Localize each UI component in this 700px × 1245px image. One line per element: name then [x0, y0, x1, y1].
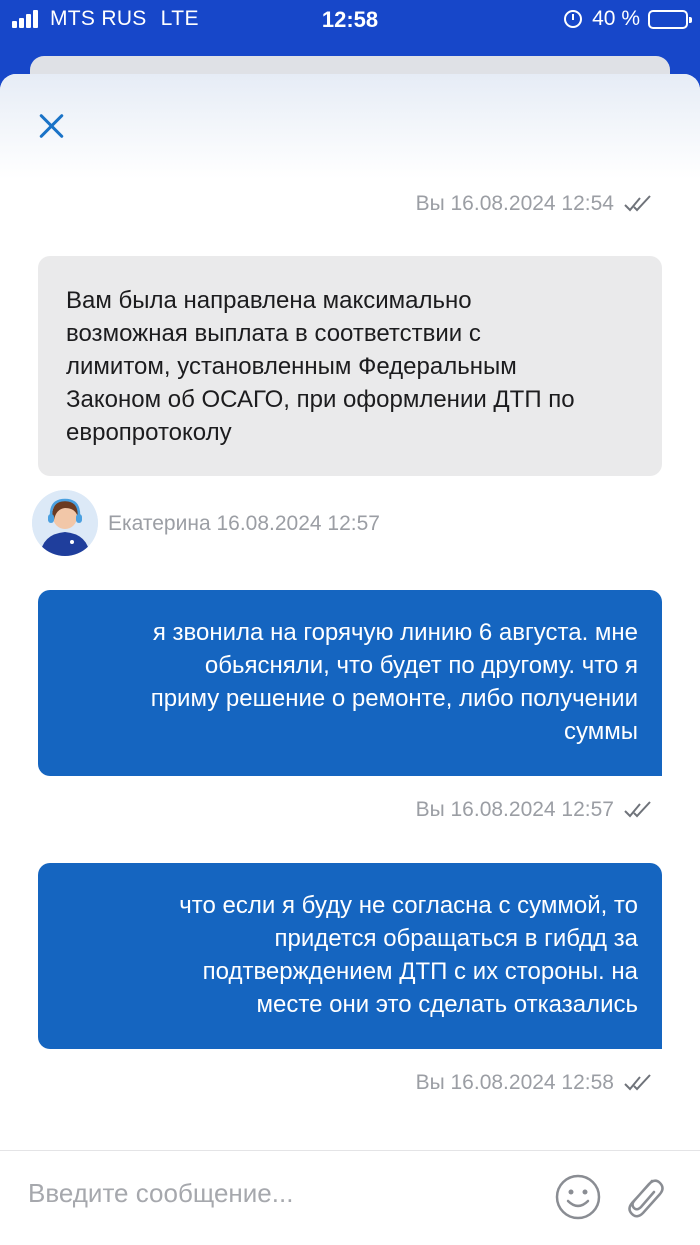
- message-line: приму решение о ремонте, либо получении: [150, 685, 638, 712]
- battery-percent: 40 %: [592, 7, 640, 30]
- agent-avatar: [32, 490, 98, 556]
- message-line: возможная выплата в соответствии с: [66, 320, 481, 347]
- message-input[interactable]: [28, 1173, 528, 1213]
- message-line: суммы: [564, 718, 638, 745]
- agent-meta-text: Екатерина 16.08.2024 12:57: [108, 512, 380, 535]
- outgoing-message: [38, 590, 662, 776]
- message-line: подтверждением ДТП с их стороны. на: [202, 958, 638, 985]
- message-line: европротоколу: [66, 419, 232, 446]
- double-check-icon: [624, 195, 654, 213]
- message-line: Законом об ОСАГО, при оформлении ДТП по: [66, 386, 575, 413]
- incoming-message: [38, 256, 662, 476]
- message-meta: [416, 192, 654, 216]
- outgoing-message: [38, 863, 662, 1049]
- carrier-name: MTS RUS: [50, 7, 147, 30]
- agent-avatar-image: [32, 490, 98, 556]
- agent-meta: [108, 512, 380, 536]
- alarm-icon: [564, 10, 582, 28]
- message-meta-text: Вы 16.08.2024 12:58: [415, 1071, 614, 1094]
- status-time: 12:58: [321, 7, 379, 32]
- message-line: я звонила на горячую линию 6 августа. мне: [152, 619, 638, 646]
- message-line: обьясняли, что будет по другому. что я: [204, 652, 638, 679]
- double-check-icon: [624, 1074, 654, 1092]
- message-meta: [416, 1071, 654, 1095]
- message-meta-text: Вы 16.08.2024 12:54: [415, 192, 614, 215]
- paperclip-icon[interactable]: [618, 1171, 668, 1223]
- message-composer: [0, 1150, 700, 1245]
- network-type: LTE: [160, 7, 200, 30]
- close-icon[interactable]: [34, 108, 70, 144]
- double-check-icon: [624, 801, 654, 819]
- message-meta-text: Вы 16.08.2024 12:57: [415, 798, 614, 821]
- message-line: лимитом, установленным Федеральным: [66, 353, 517, 380]
- message-line: придется обращаться в гибдд за: [274, 925, 638, 952]
- status-bar: [0, 0, 700, 40]
- message-line: Вам была направлена максимально: [66, 287, 472, 314]
- emoji-icon[interactable]: [554, 1173, 602, 1221]
- message-line: что если я буду не согласна с суммой, то: [179, 892, 638, 919]
- status-right: [564, 7, 688, 31]
- sheet-header: [0, 74, 700, 179]
- message-line: месте они это сделать отказались: [256, 991, 638, 1018]
- message-meta: [416, 798, 654, 822]
- battery-icon: [648, 10, 688, 29]
